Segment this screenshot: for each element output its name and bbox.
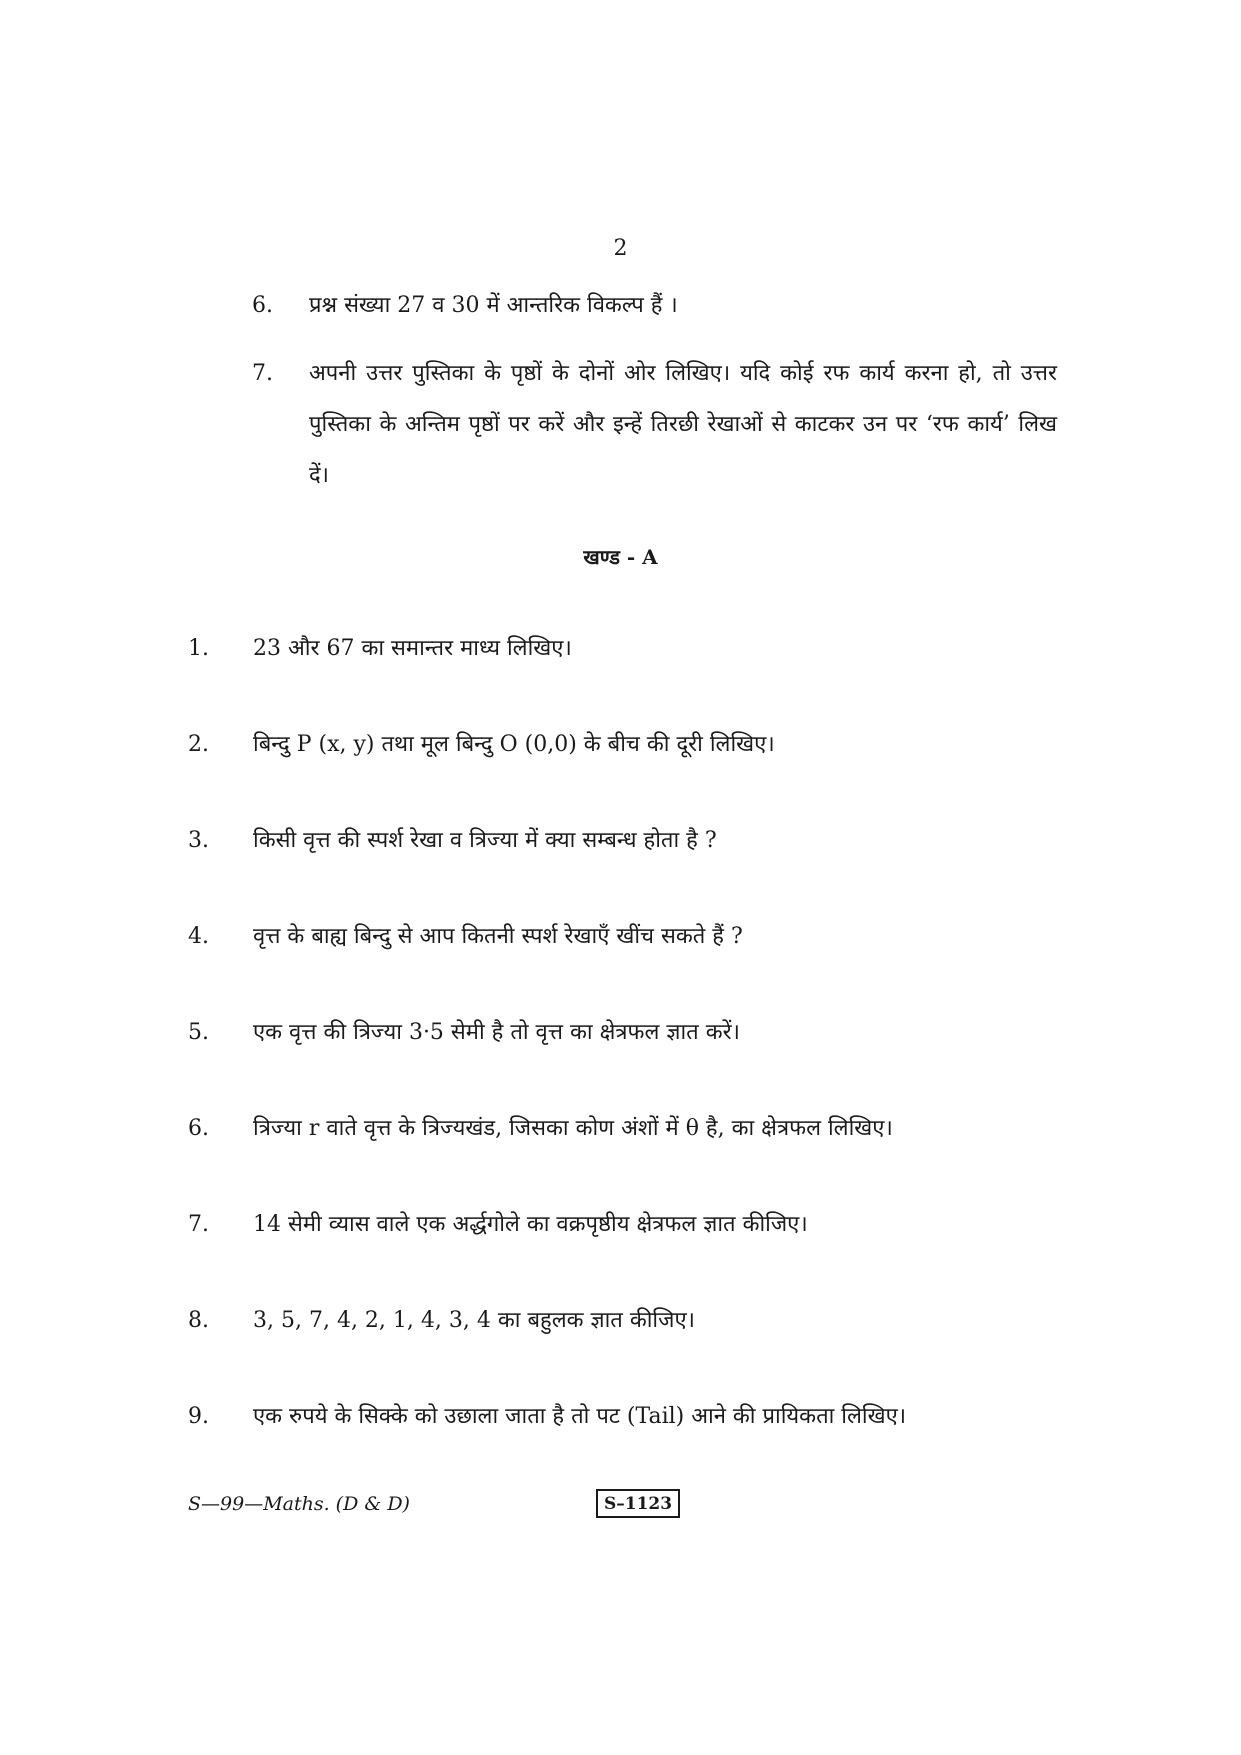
question-number: 9. [188,1404,209,1429]
question-1 [188,634,1088,664]
question-text: 14 सेमी व्यास वाले एक अर्द्धगोले का वक्रपृष्ठीय क्षेत्रफल ज्ञात कीजिए। [253,1212,808,1237]
question-number: 5. [188,1020,209,1045]
section-heading: खण्ड - A [583,545,658,569]
question-text: वृत्त के बाह्य बिन्दु से आप कितनी स्पर्श रेखाएँ खींच सकते हैं ? [253,924,743,949]
instruction-number: 7. [252,361,273,386]
question-5 [188,1018,1088,1048]
question-text: एक रुपये के सिक्के को उछाला जाता है तो पट (Tail) आने की प्रायिकता लिखिए। [253,1404,907,1429]
instruction-text: अपनी उत्तर पुस्तिका के पृष्ठों के दोनों ओर लिखिए। यदि कोई रफ कार्य करना हो, तो उत्तर पुस्तिका के अन्तिम पृष्ठों पर करें और इन्हें तिरछी रेखाओं से काटकर उन पर ‘रफ कार्य’ लिख दें। [309,361,1057,488]
instruction-number: 6. [252,293,273,318]
question-7 [188,1210,1088,1240]
question-text: त्रिज्या r वाते वृत्त के त्रिज्यखंड, जिसका कोण अंशों में θ है, का क्षेत्रफल लिखिए। [253,1116,893,1141]
question-8 [188,1306,1088,1336]
question-6 [188,1114,1088,1144]
question-text: एक वृत्त की त्रिज्या 3·5 सेमी है तो वृत्त का क्षेत्रफल ज्ञात करें। [253,1020,740,1045]
question-3 [188,826,1088,856]
footer-paper-code: S–1123 [596,1489,680,1518]
question-text: 3, 5, 7, 4, 2, 1, 4, 3, 4 का बहुलक ज्ञात कीजिए। [253,1308,695,1333]
question-9 [188,1402,1088,1432]
question-text: बिन्दु P (x, y) तथा मूल बिन्दु O (0,0) के बीच की दूरी लिखिए। [253,732,775,757]
question-number: 2. [188,732,209,757]
question-number: 6. [188,1116,209,1141]
question-2 [188,730,1088,760]
question-number: 4. [188,924,209,949]
question-4 [188,922,1088,952]
question-number: 8. [188,1308,209,1333]
instruction-7 [252,348,1057,501]
question-number: 1. [188,636,209,661]
instruction-text: प्रश्न संख्या 27 व 30 में आन्तरिक विकल्प हैं । [309,293,678,318]
question-text: 23 और 67 का समान्तर माध्य लिखिए। [253,636,572,661]
question-number: 7. [188,1212,209,1237]
question-text: किसी वृत्त की स्पर्श रेखा व त्रिज्या में क्या सम्बन्ध होता है ? [253,828,717,853]
page-number: 2 [613,236,628,261]
question-number: 3. [188,828,209,853]
instruction-6 [252,280,1057,331]
footer-subject-code: S—99—Maths. (D & D) [188,1493,410,1515]
